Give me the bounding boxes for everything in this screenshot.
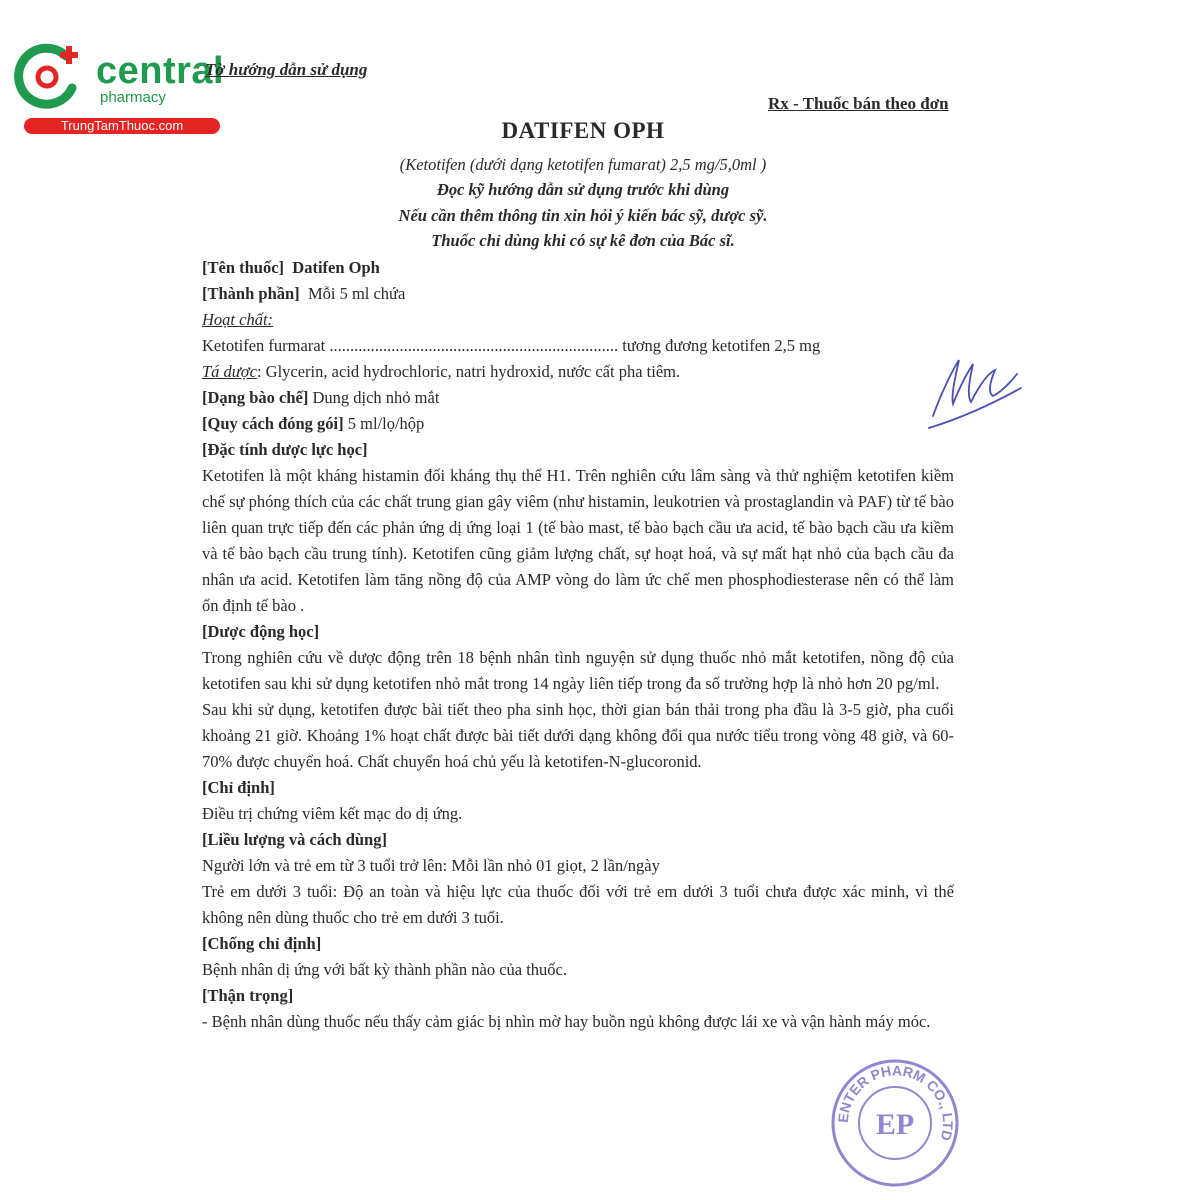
- excipients-value: : Glycerin, acid hydrochloric, natri hydroxid, nước cất pha tiêm.: [256, 362, 681, 381]
- composition-line: [202, 281, 954, 307]
- dot-leader: ......................................................................: [329, 336, 619, 355]
- subtitle: (Ketotifen (dưới dạng ketotifen fumarat) 2,5 mg/5,0ml ): [399, 155, 767, 174]
- active-ingredient-heading: [202, 307, 954, 333]
- company-stamp: [828, 1058, 963, 1188]
- indications-text: Điều trị chứng viêm kết mạc do dị ứng.: [202, 804, 463, 823]
- pharmacokinetics-heading: [Dược động học]: [202, 622, 320, 641]
- stamp-text: ENTER PHARM CO., LTD: [834, 1062, 957, 1143]
- notice-1: Đọc kỹ hướng dẫn sử dụng trước khi dùng: [436, 180, 730, 199]
- composition-label: [Thành phần]: [202, 284, 300, 303]
- logo-name: central: [96, 50, 225, 92]
- pharmacokinetics-text-2: Sau khi sử dụng, ketotifen được bài tiết theo pha sinh học, thời gian bán thải trong pha đầu là 3-5 giờ, pha cuối khoảng 21 giờ. Khoảng 1% hoạt chất được bài tiết dưới dạng không đổi qua nước tiểu trong vòng 48 giờ, và 60- 70% được chuyển hoá. Chất chuyển hoá chủ yếu là ketotifen-N-glucoronid.: [202, 700, 954, 771]
- precautions-heading: [Thận trọng]: [202, 986, 294, 1005]
- document-body: [202, 255, 954, 1035]
- logo-sub: pharmacy: [100, 89, 166, 106]
- drug-name-line: [202, 255, 954, 281]
- logo-url[interactable]: TrungTamThuoc.com: [24, 118, 220, 134]
- dosage-text-1: Người lớn và trẻ em từ 3 tuổi trở lên: Mỗi lần nhỏ 01 giọt, 2 lần/ngày: [202, 856, 660, 875]
- notice-3: Thuốc chỉ dùng khi có sự kê đơn của Bác sĩ.: [431, 231, 735, 250]
- drug-name-value: Datifen Oph: [292, 258, 380, 277]
- signature-icon: [925, 348, 1025, 438]
- packaging-value: 5 ml/lọ/hộp: [347, 414, 425, 433]
- indications-heading: [Chỉ định]: [202, 778, 275, 797]
- rx-label: Rx - Thuốc bán theo đơn: [768, 94, 949, 113]
- contraindications-text: Bệnh nhân dị ứng với bất kỳ thành phần nào của thuốc.: [202, 960, 568, 979]
- active-ingredient-label: Hoạt chất:: [202, 310, 274, 329]
- composition-value: Mỗi 5 ml chứa: [307, 284, 406, 303]
- active-ingredient-line: [202, 333, 954, 359]
- contraindications-heading: [Chống chỉ định]: [202, 934, 322, 953]
- drug-name-label: [Tên thuốc]: [202, 258, 285, 277]
- central-logo-icon: [14, 42, 84, 112]
- pharmacokinetics-text-1: Trong nghiên cứu về dược động trên 18 bệnh nhân tình nguyện sử dụng thuốc nhỏ mắt ketotifen, nồng độ của ketotifen sau khi sử dụng ketotifen nhỏ mắt trong 14 ngày liên tiếp trong đa số trường hợp là nhỏ hơn 20 pg/ml.: [202, 648, 954, 693]
- notice-2: Nếu cần thêm thông tin xin hỏi ý kiến bác sỹ, dược sỹ.: [398, 206, 768, 225]
- dosage-form-label: [Dạng bào chế]: [202, 388, 309, 407]
- dosage-form-value: Dung dịch nhỏ mắt: [312, 388, 440, 407]
- pharmacodynamics-text: Ketotifen là một kháng histamin đối kháng thụ thể H1. Trên nghiên cứu lâm sàng và thử nghiệm ketotifen kiềm chế sự phóng thích của các chất trung gian gây viêm (như histamin, leukotrien và prostaglandin và PAF) từ tế bào liên quan trực tiếp đến các phản ứng dị ứng loại 1 (tế bào mast, tế bào bạch cầu ưa acid, tế bào bạch cầu ưa kiềm và tế bào bạch cầu trung tính). Ketotifen cũng giảm lượng chất, sự hoạt hoá, và sự mất hạt nhỏ của bạch cầu đa nhân ưa acid. Ketotifen làm tăng nồng độ của AMP vòng do làm ức chế men phosphodiesterase nên có thể làm ổn định tế bào .: [202, 466, 954, 615]
- packaging-line: [202, 411, 954, 437]
- pharmacodynamics-heading: [Đặc tính dược lực học]: [202, 440, 368, 459]
- packaging-label: [Quy cách đóng gói]: [202, 414, 344, 433]
- dosage-heading: [Liều lượng và cách dùng]: [202, 830, 387, 849]
- precautions-text: - Bệnh nhân dùng thuốc nếu thấy cảm giác bị nhìn mờ hay buồn ngủ không được lái xe và vận hành máy móc.: [202, 1012, 931, 1031]
- active-ingredient-name: Ketotifen furmarat: [202, 336, 326, 355]
- stamp-initials: EP: [875, 1108, 915, 1141]
- document-type-label: Tờ hướng dẫn sử dụng: [205, 60, 368, 79]
- excipients-label: Tá dược: [202, 362, 257, 381]
- excipients-line: [202, 359, 954, 385]
- active-ingredient-value: tương đương ketotifen 2,5 mg: [622, 336, 821, 355]
- dosage-form-line: [202, 385, 954, 411]
- dosage-text-2: Trẻ em dưới 3 tuổi: Độ an toàn và hiệu lực của thuốc đối với trẻ em dưới 3 tuổi chưa được xác minh, vì thế không nên dùng thuốc cho trẻ em dưới 3 tuổi.: [202, 882, 954, 927]
- page-title: DATIFEN OPH: [501, 118, 665, 143]
